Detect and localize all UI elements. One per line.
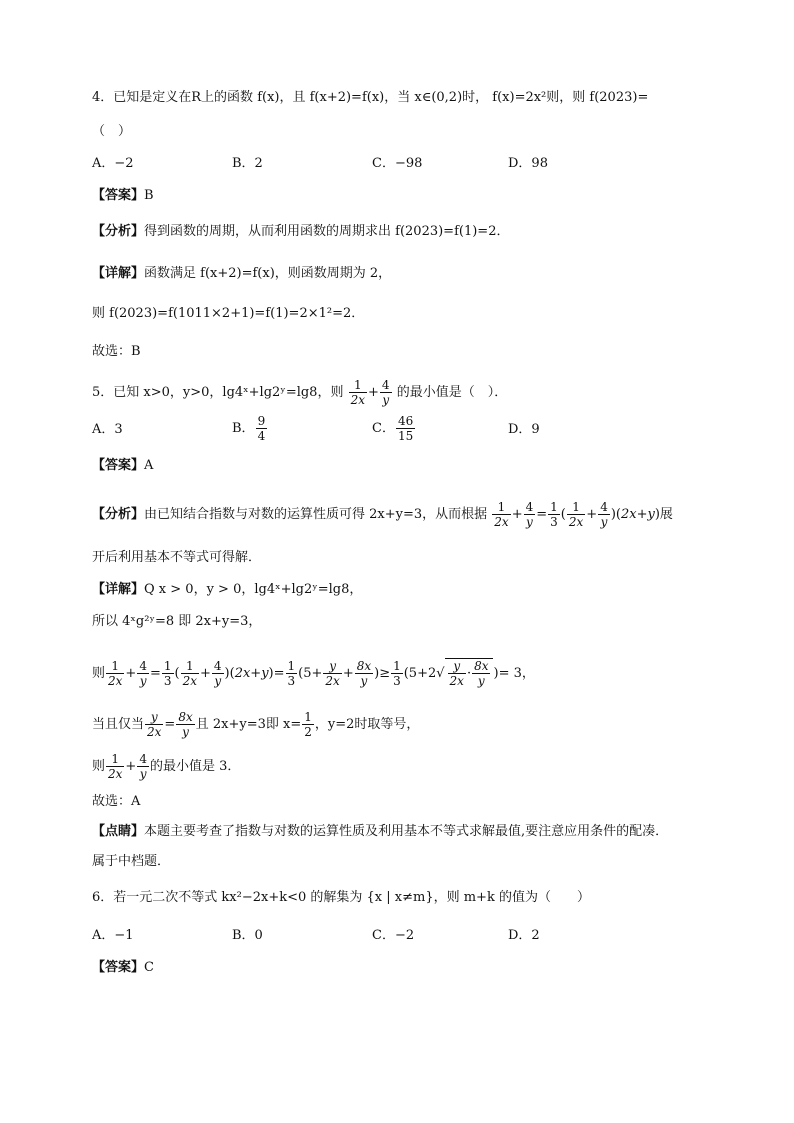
fraction — [349, 378, 367, 407]
q4-detail-1 — [92, 264, 391, 284]
answer-value: B — [144, 188, 154, 203]
q4-option-a: A．−2 — [92, 156, 134, 171]
fraction-num: 1 — [349, 378, 367, 393]
q5-option-a: A．3 — [92, 422, 123, 437]
answer-value: A — [144, 458, 154, 473]
fraction-den: y — [382, 393, 390, 407]
q6-option-b: B．0 — [232, 928, 263, 943]
detail-text: Q x > 0，y > 0，lg4ˣ+lg2ʸ=lg8， — [144, 582, 363, 597]
detail-text: 当且仅当 — [92, 717, 145, 732]
q5-analysis-2: 开后利用基本不等式可得解． — [92, 550, 262, 565]
q6-option-d: D．2 — [508, 928, 540, 943]
detail-prefix: 则 — [92, 666, 106, 681]
fraction — [256, 414, 268, 443]
q5-detail-2: 所以 4ˣg²ʸ=8 即 2x+y=3， — [92, 614, 262, 629]
q5-answer — [92, 456, 153, 476]
answer-value: C — [144, 960, 154, 975]
fraction-num: 4 — [381, 378, 390, 392]
detail-tag: 【详解】 — [92, 582, 145, 597]
answer-tag: 【答案】 — [92, 458, 145, 473]
detail-text-c: ，y=2时取等号， — [314, 717, 420, 732]
fraction-num: 46 — [397, 414, 414, 428]
detail-text-b: 且 2x+y=3即 x= — [195, 717, 302, 732]
q6-option-a: A．−1 — [92, 928, 134, 943]
detail-prefix: 则 — [92, 759, 106, 774]
q4-answer — [92, 186, 154, 206]
q6-option-c: C．−2 — [372, 928, 415, 943]
detail-tag: 【详解】 — [92, 266, 145, 281]
q4-paren: （ ） — [92, 124, 132, 139]
fraction-den: 15 — [397, 429, 414, 443]
q5-detail-4: 当且仅当 $\frac{y}{2x}$ = $\frac{8x}{y}$ 且 2x+y=3即 x= $\frac{1}{2}$ ，y=2时取等号， — [92, 710, 420, 739]
fraction: $\frac{1}{2x}$ — [494, 500, 509, 529]
analysis-text: 得到函数的周期，从而利用函数的周期求出 f(2023)=f(1)=2． — [144, 224, 510, 239]
q4-detail-2: 则 f(2023)=f(1011×2+1)=f(1)=2×1²=2． — [92, 306, 365, 321]
q5-comment-2: 属于中档题． — [92, 854, 171, 869]
q6-answer — [92, 958, 154, 978]
q5-comment-1 — [92, 822, 668, 842]
q5-detail-5: 则 $\frac{1}{2x}$ + $\frac{4}{y}$ 的最小值是 3． — [92, 752, 241, 781]
fraction-den: 4 — [257, 429, 266, 443]
detail-suffix: 的最小值是 3． — [149, 759, 241, 774]
q5-option-c — [372, 414, 416, 443]
fraction-num: 9 — [257, 414, 266, 428]
q4-option-b: B．2 — [232, 156, 263, 171]
q5-analysis: 【分析】由已知结合指数与对数的运算性质可得 2x+y=3，从而根据 $\frac{1}{2x}$ + $\frac{4}{y}$ = $\frac{1}{3}$ ( $\frac{1}{2x}$ + $\frac{4}{y}$ )(2x+y)展 — [92, 500, 673, 529]
q4-option-c: C．−98 — [372, 156, 423, 171]
analysis-text-b: 展 — [659, 507, 673, 522]
q4-analysis — [92, 222, 509, 242]
q5-detail-3: 则 $\frac{1}{2x}$ + $\frac{4}{y}$ = $\frac{1}{3}$ ( $\frac{1}{2x}$ + $\frac{4}{y}$ )(2x+y)= $\frac{1}{3}$ (5+ $\frac{y}{2x}$ + $\frac{8x}{y}$ )≥ $\frac{1}{3}$ (5+2√ $\frac{y}{2x}$ · $\frac{8x}{y}$ )= 3， — [92, 659, 535, 688]
fraction-den: 2x — [350, 393, 366, 407]
q4-option-d: D．98 — [508, 156, 548, 171]
answer-tag: 【答案】 — [92, 188, 145, 203]
fraction — [380, 378, 392, 407]
fraction: $\frac{4}{y}$ — [600, 500, 608, 529]
q5-stem-text-b: 的最小值是（ ）． — [396, 385, 508, 400]
q6-stem: 6．若一元二次不等式 kx²−2x+k<0 的解集为 {x | x≠m}，则 m+k 的值为（ ） — [92, 890, 590, 905]
q4-stem: 4．已知是定义在R上的函数 f(x)，且 f(x+2)=f(x)，当 x∈(0,2)时， f(x)=2x²则，则 f(2023)= — [92, 90, 649, 105]
fraction: $\frac{1}{3}$ — [550, 500, 558, 529]
detail-suffix: = 3， — [498, 666, 535, 681]
analysis-tag: 【分析】 — [92, 507, 145, 522]
q5-option-d: D．9 — [508, 422, 540, 437]
q5-conclusion: 故选：A — [92, 794, 141, 809]
analysis-text-a: 由已知结合指数与对数的运算性质可得 2x+y=3，从而根据 — [144, 507, 488, 522]
option-letter: C． — [372, 421, 395, 436]
q5-detail-1 — [92, 580, 362, 600]
option-letter: B． — [232, 421, 255, 436]
fraction — [396, 414, 415, 443]
q5-stem: 5．已知 x>0，y>0，lg4ˣ+lg2ʸ=lg8，则 $\frac{1}{2x}$ + $\frac{4}{y}$ 的最小值是（ ）． — [92, 378, 508, 407]
comment-tag: 【点睛】 — [92, 824, 145, 839]
q5-option-b — [232, 414, 268, 443]
fraction: $\frac{1}{2x}$ — [568, 500, 584, 529]
q4-conclusion: 故选：B — [92, 344, 141, 359]
detail-text: 函数满足 f(x+2)=f(x)，则函数周期为 2， — [144, 266, 392, 281]
fraction: $\frac{4}{y}$ — [525, 500, 534, 529]
analysis-tag: 【分析】 — [92, 224, 145, 239]
q5-stem-text-a: 5．已知 x>0，y>0，lg4ˣ+lg2ʸ=lg8，则 — [92, 385, 344, 400]
answer-tag: 【答案】 — [92, 960, 145, 975]
comment-text: 本题主要考查了指数与对数的运算性质及利用基本不等式求解最值,要注意应用条件的配凑． — [144, 824, 669, 839]
